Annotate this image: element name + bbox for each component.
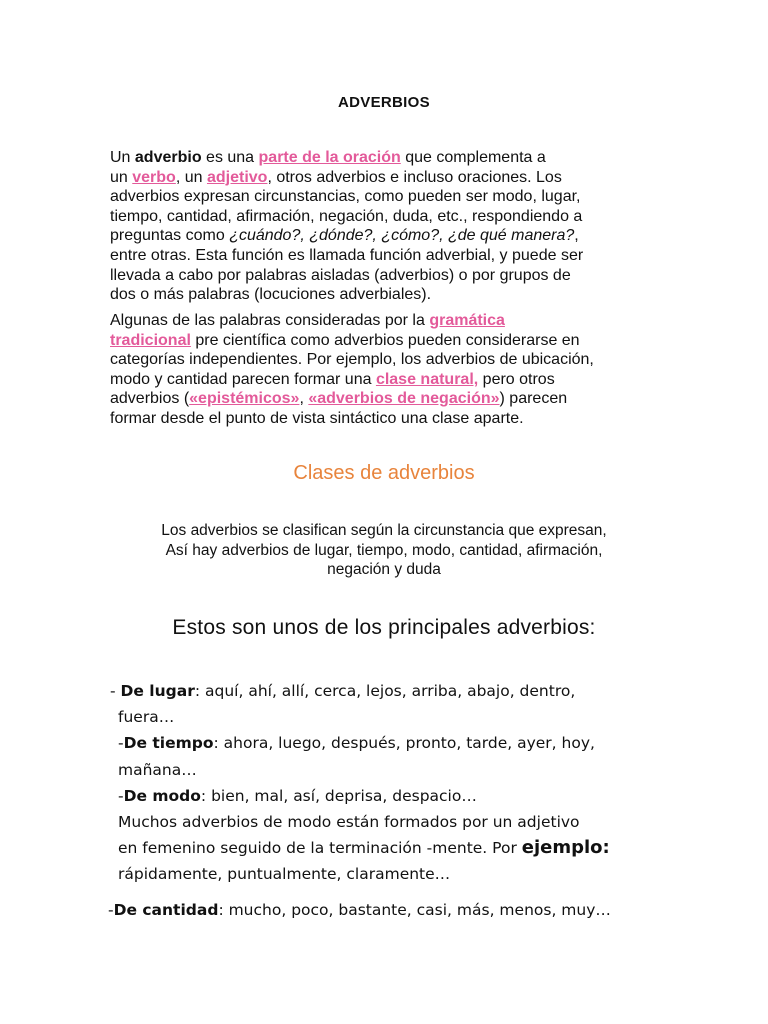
link-parte-oracion[interactable]: parte de la oración xyxy=(258,149,401,166)
text: dos o más palabras (locuciones adverbiales). xyxy=(110,286,432,304)
link-gramatica-tradicional[interactable]: gramática tradicional xyxy=(110,312,505,349)
italic-questions: ¿cuándo?, ¿dónde?, ¿cómo?, ¿de qué manera? xyxy=(229,227,575,245)
text: : ahora, luego, después, pronto, tarde, ayer, hoy, xyxy=(213,734,595,753)
text: un xyxy=(110,168,133,186)
link-verbo[interactable]: verbo xyxy=(132,168,176,186)
list-item-tiempo xyxy=(110,730,670,756)
link-epistemicos[interactable]: «epistémicos» xyxy=(189,390,300,408)
category-label: De lugar xyxy=(120,682,195,700)
modo-note-line1: Muchos adverbios de modo están formados por un adjetivo xyxy=(118,813,580,832)
text: es una xyxy=(201,149,259,166)
list-item-lugar xyxy=(110,678,670,704)
text: , xyxy=(574,227,579,245)
text: : mucho, poco, bastante, casi, más, menos, muy… xyxy=(218,901,611,919)
bullet-dash: - xyxy=(118,786,124,805)
category-label: De modo xyxy=(123,786,201,805)
text: , otros adverbios e incluso oraciones. Los xyxy=(267,168,562,186)
bold-term: adverbio xyxy=(134,149,202,166)
text: , un xyxy=(175,168,207,186)
adverb-list xyxy=(110,678,670,888)
text: adverbios expresan circunstancias, como pueden ser modo, lugar, xyxy=(110,188,581,206)
text: , xyxy=(299,390,309,408)
list-heading: Estos son unos de los principales adverbios: xyxy=(172,616,596,639)
text: formar desde el punto de vista sintáctico una clase aparte. xyxy=(110,409,524,427)
text: preguntas como xyxy=(110,227,230,245)
text: pero otros xyxy=(478,370,555,388)
text: ) parecen xyxy=(499,390,568,408)
modo-note-line2 xyxy=(110,835,670,861)
text: negación y duda xyxy=(327,561,441,578)
category-label: De cantidad xyxy=(113,901,219,919)
link-adverbios-negacion[interactable]: «adverbios de negación» xyxy=(308,390,500,408)
section-heading: Clases de adverbios xyxy=(293,462,475,484)
text: pre científica como adverbios pueden considerarse en xyxy=(190,331,580,349)
text: : aquí, ahí, allí, cerca, lejos, arriba, abajo, dentro, xyxy=(194,682,576,700)
text: llevada a cabo por palabras aisladas (adverbios) o por grupos de xyxy=(110,266,571,284)
list-item-lugar-cont: fuera… xyxy=(118,708,175,727)
text: Un xyxy=(110,149,135,166)
list-item-modo xyxy=(110,783,670,809)
example-label: ejemplo: xyxy=(521,837,610,859)
text: Los adverbios se clasifican según la circunstancia que expresan, xyxy=(161,522,607,539)
list-item-tiempo-cont: mañana… xyxy=(118,760,197,779)
text: adverbios ( xyxy=(110,390,190,408)
bullet-dash: - xyxy=(118,734,124,753)
text: que complementa a xyxy=(400,149,546,166)
text: : bien, mal, así, deprisa, despacio… xyxy=(200,786,477,805)
text: en femenino seguido de la terminación -mente. Por xyxy=(118,839,522,858)
list-item-cantidad xyxy=(108,897,668,923)
page-title: ADVERBIOS xyxy=(338,94,430,111)
text: Algunas de las palabras consideradas por la xyxy=(110,312,430,329)
link-adjetivo[interactable]: adjetivo xyxy=(206,168,268,186)
text: tiempo, cantidad, afirmación, negación, duda, etc., respondiendo a xyxy=(110,207,583,225)
second-paragraph xyxy=(110,311,670,429)
bullet-dash: - xyxy=(108,901,114,919)
modo-note-line3: rápidamente, puntualmente, claramente… xyxy=(118,865,451,884)
bullet-dash: - xyxy=(110,682,121,700)
text: entre otras. Esta función es llamada función adverbial, y puede ser xyxy=(110,246,584,264)
classification-paragraph xyxy=(100,521,668,580)
text: Así hay adverbios de lugar, tiempo, modo, cantidad, afirmación, xyxy=(165,541,603,559)
text: modo y cantidad parecen formar una xyxy=(110,370,376,388)
intro-paragraph xyxy=(110,148,670,305)
link-clase-natural[interactable]: clase natural, xyxy=(375,370,479,388)
text: categorías independientes. Por ejemplo, los adverbios de ubicación, xyxy=(110,351,594,369)
category-label: De tiempo xyxy=(123,734,214,753)
